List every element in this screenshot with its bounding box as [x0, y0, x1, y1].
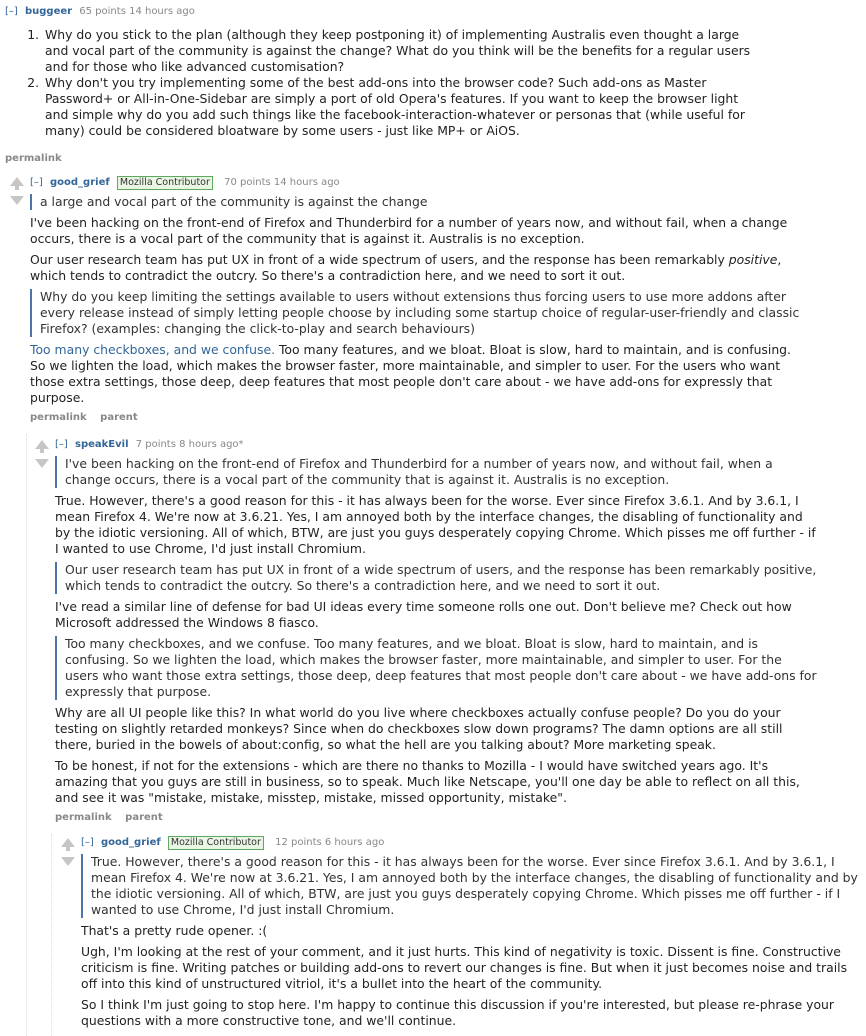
- collapse-toggle[interactable]: [–]: [81, 837, 94, 848]
- quote-text: Why do you keep limiting the settings available to users without extensions thus forcing users to use more addons after every release instead of simply letting people choose by including some startup choice of regular-user-friendly and classic Firefox? (examples: changing the click-to-play and search behaviours): [40, 289, 800, 336]
- paragraph: That's a pretty rude opener. :(: [81, 923, 268, 938]
- paragraph: True. However, there's a good reason for this - it has always been for the worse. Ever since Firefox 3.6.1. And by 3.6.1, I mean Firefox 4. We're now at 3.6.21. Yes, I am annoyed both by the interface changes, the disabling of functionality and by the idiotic versioning. All of which, BTW, are just you guys desperately copying Chrome. Which pisses me off further - if I wanted to use Chrome, I'd just install Chromium.: [55, 493, 816, 556]
- quote: [55, 636, 819, 700]
- author-link[interactable]: good_grief: [101, 837, 161, 848]
- quote: [55, 456, 819, 488]
- comment-buggeer: [5, 5, 760, 166]
- paragraph-text: Our user research team has put UX in front of a wide spectrum of users, and the response has been remarkably: [30, 252, 729, 267]
- parent-link[interactable]: parent: [100, 412, 138, 423]
- score-time: 7 points 8 hours ago*: [135, 439, 244, 450]
- upvote-icon-stem: [40, 449, 44, 453]
- score-time: 65 points 14 hours ago: [79, 6, 195, 17]
- vote-arrows: [60, 838, 76, 866]
- quote: [55, 562, 819, 594]
- author-link[interactable]: buggeer: [25, 6, 73, 17]
- question-list: [5, 27, 760, 139]
- paragraph: I've read a similar line of defense for bad UI ideas every time someone rolls one out. Don't believe me? Check out how Microsoft addressed the Windows 8 fiasco.: [55, 599, 792, 630]
- upvote-icon[interactable]: [61, 838, 75, 847]
- paragraph: So I think I'm just going to stop here. I'm happy to continue this discussion if you're interested, but please re-phrase your questions with a more constructive tone, and we'll continue.: [81, 997, 835, 1028]
- upvote-icon-stem: [15, 186, 19, 190]
- comment-tagline: [30, 176, 810, 190]
- upvote-icon[interactable]: [35, 440, 49, 449]
- comment-good-grief-reply: [81, 836, 861, 1034]
- collapse-toggle[interactable]: [–]: [5, 6, 18, 17]
- comment-body: [81, 854, 861, 1029]
- downvote-icon[interactable]: [35, 459, 49, 468]
- thread-line: [51, 834, 52, 1036]
- paragraph: Why are all UI people like this? In what world do you live where checkboxes actually confuse people? Do you do your testing on slightly retarded monkeys? Since when do checkboxes slow down programs? The damn options are all still there, buried in the bowels of about:config, so what the hell are you talking about? More marketing speak.: [55, 705, 783, 752]
- inline-link[interactable]: Too many checkboxes, and we confuse.: [30, 342, 276, 357]
- comment-actions: [30, 411, 810, 425]
- downvote-icon[interactable]: [61, 857, 75, 866]
- paragraph-text: Too many features, and we bloat. Bloat is slow, hard to maintain, and is confusing. So we lighten the load, which makes the browser faster, more maintainable, and simpler to user. For the users who want those extra settings, those deep, deep features that most people don't care about - we have add-ons for expressly that purpose.: [30, 342, 791, 405]
- paragraph: [30, 342, 810, 406]
- comment-body: [5, 27, 760, 139]
- quote: [30, 289, 810, 337]
- comment-speakevil: [55, 438, 819, 825]
- user-flair-badge: Mozilla Contributor: [117, 176, 213, 190]
- collapse-toggle[interactable]: [–]: [30, 177, 43, 188]
- comment-body: [30, 194, 810, 406]
- comment-tagline: [81, 836, 861, 850]
- parent-link[interactable]: parent: [125, 812, 163, 823]
- score-time: 12 points 6 hours ago: [275, 837, 385, 848]
- comment-actions: [55, 811, 819, 825]
- score-time: 70 points 14 hours ago: [224, 177, 340, 188]
- vote-arrows: [34, 440, 50, 468]
- list-item: 2. Why don't you try implementing some of the best add-ons into the browser code? Such add-ons as Master Password+ or All-in-One-Sidebar are simply a port of old Opera's features. If you want to keep the browser light and simple why do you add such things like the facebook-interaction-whatever or personas that (while useful for many) could be considered bloatware by some users - just like MP+ or AiOS.: [43, 75, 760, 139]
- quote-text: a large and vocal part of the community is against the change: [40, 194, 428, 209]
- paragraph-text: , which tends to contradict the outcry. So there's a contradiction here, and we need to sort it out.: [30, 252, 782, 283]
- permalink-link[interactable]: permalink: [55, 812, 112, 823]
- collapse-toggle[interactable]: [–]: [55, 439, 68, 450]
- quote: [30, 194, 810, 210]
- quote-text: True. However, there's a good reason for this - it has always been for the worse. Ever since Firefox 3.6.1. And by 3.6.1, I mean Firefox 4. We're now at 3.6.21. Yes, I am annoyed both by the interface changes, the disabling of functionality and by the idiotic versioning. All of which, BTW, are just you guys desperately copying Chrome. Which pisses me off further - if I wanted to use Chrome, I'd just install Chromium.: [91, 854, 858, 917]
- comment-body: [55, 456, 819, 806]
- upvote-icon-stem: [66, 847, 70, 851]
- comment-tagline: [5, 5, 760, 19]
- thread-line: [26, 434, 27, 1036]
- list-item: 1. Why do you stick to the plan (although they keep postponing it) of implementing Australis even thought a large and vocal part of the community is against the change? What do you think will be the benefits for a regular users and for those who like advanced customisation?: [43, 27, 760, 75]
- quote-text: Too many checkboxes, and we confuse. Too many features, and we bloat. Bloat is slow, hard to maintain, and is confusing. So we lighten the load, which makes the browser faster, more maintainable, and simpler to user. For the users who want those extra settings, those deep, deep features that most people don't care about - we have add-ons for expressly that purpose.: [65, 636, 817, 699]
- paragraph: [30, 252, 810, 284]
- user-flair-badge: Mozilla Contributor: [168, 836, 264, 850]
- paragraph: I've been hacking on the front-end of Firefox and Thunderbird for a number of years now, and without fail, when a change occurs, there is a vocal part of the community that is against it. Australis is no exception.: [30, 215, 788, 246]
- quote: [81, 854, 861, 918]
- comment-actions: [5, 152, 760, 166]
- quote-text: I've been hacking on the front-end of Firefox and Thunderbird for a number of years now, and without fail, when a change occurs, there is a vocal part of the community that is against it. Australis is no exception.: [65, 456, 773, 487]
- permalink-link[interactable]: permalink: [5, 153, 62, 164]
- quote-text: Our user research team has put UX in front of a wide spectrum of users, and the response has been remarkably positive, which tends to contradict the outcry. So there's a contradiction here, and we need to sort it out.: [65, 562, 817, 593]
- emphasis-text: positive: [728, 252, 778, 267]
- vote-arrows: [9, 177, 25, 205]
- author-link[interactable]: good_grief: [50, 177, 110, 188]
- upvote-icon[interactable]: [10, 177, 24, 186]
- paragraph: Ugh, I'm looking at the rest of your comment, and it just hurts. This kind of negativity is toxic. Dissent is fine. Constructive criticism is fine. Writing patches or building add-ons to revert our changes is fine. But when it just becomes noise and trails off into this kind of unstructured vitriol, it's a bullet into the heart of the community.: [81, 944, 848, 991]
- author-link[interactable]: speakEvil: [75, 439, 129, 450]
- paragraph: To be honest, if not for the extensions - which are there no thanks to Mozilla - I would have switched years ago. It's amazing that you guys are still in business, so to speak. Much like Netscape, you'll one day be able to reflect on all this, and see it was "mistake, mistake, misstep, mistake, missed opportunity, mistake".: [55, 758, 800, 805]
- downvote-icon[interactable]: [10, 196, 24, 205]
- comment-good-grief: [30, 176, 810, 425]
- permalink-link[interactable]: permalink: [30, 412, 87, 423]
- comment-tagline: [55, 438, 819, 452]
